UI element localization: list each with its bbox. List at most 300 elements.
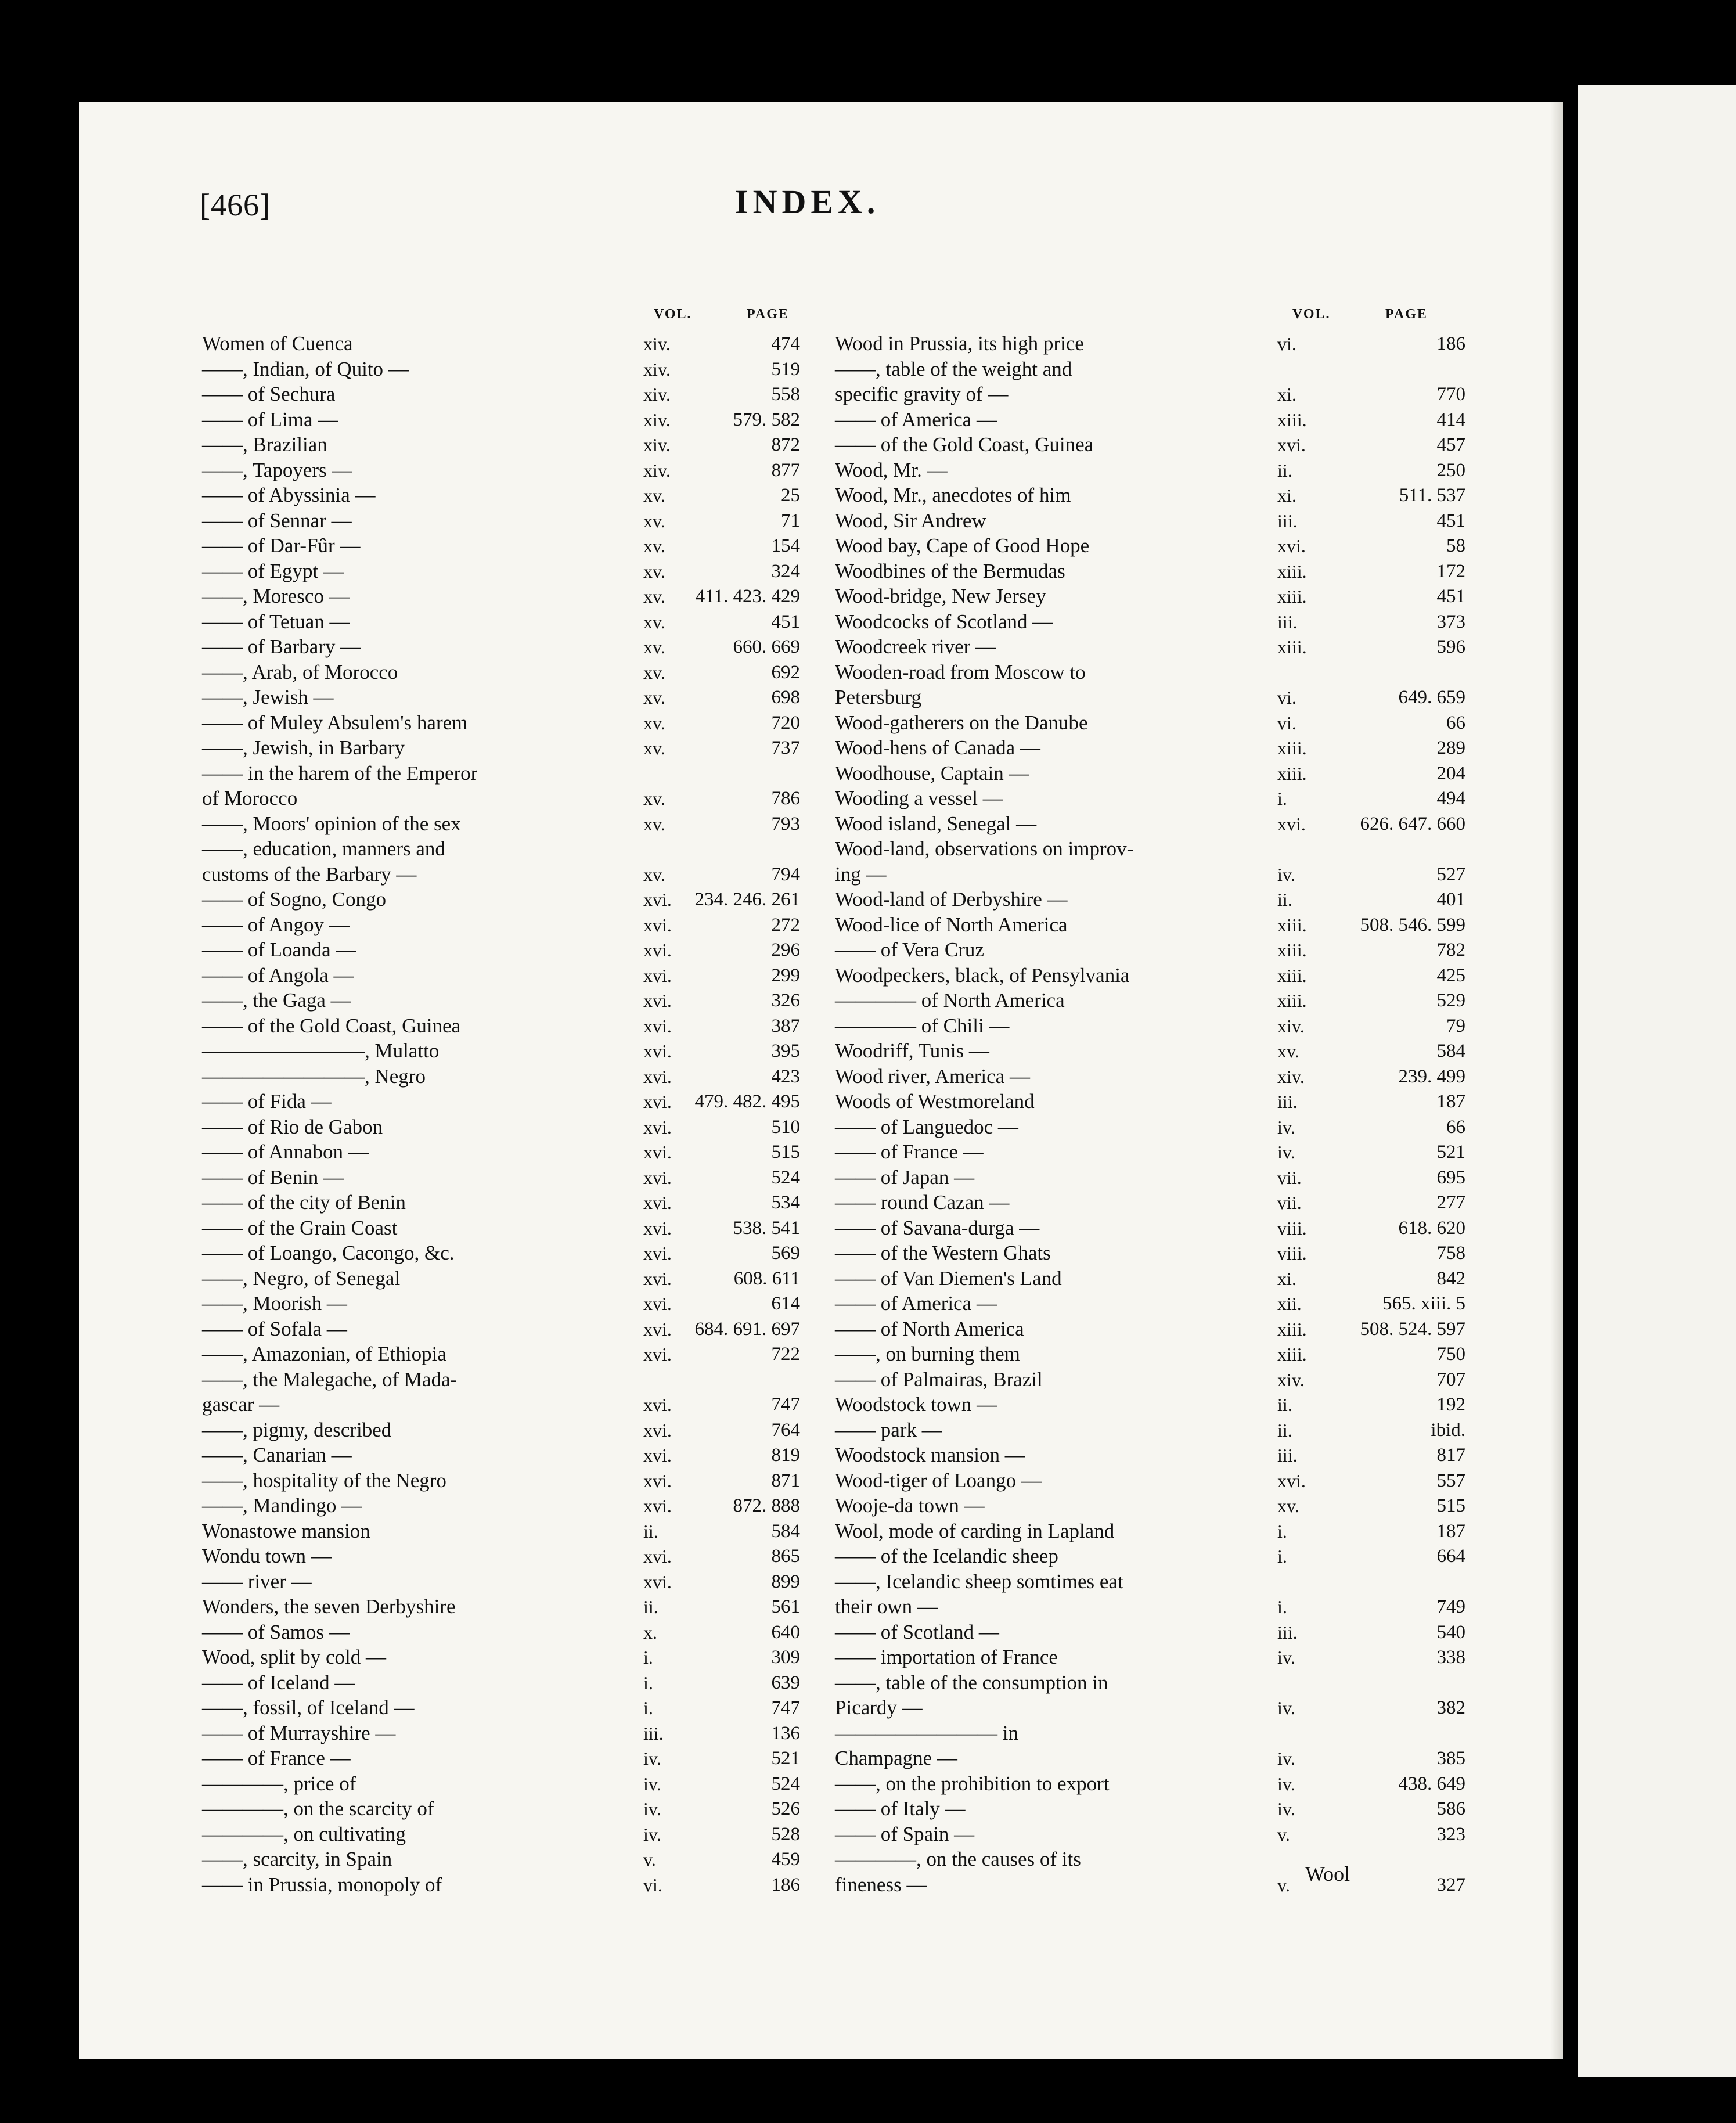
entry-label: —— of Dar-Fûr — xyxy=(202,534,361,557)
entry-label: —— of Barbary — xyxy=(202,635,361,658)
index-entry xyxy=(835,584,1471,609)
index-entry xyxy=(835,1872,1471,1898)
entry-page: 865 xyxy=(771,1546,800,1567)
entry-volume: xv. xyxy=(643,611,665,632)
index-entry xyxy=(835,1670,1471,1696)
entry-label: ——, hospitality of the Negro xyxy=(202,1469,446,1492)
entry-label: ——, Jewish, in Barbary xyxy=(202,736,405,759)
entry-label: —— of Sofala — xyxy=(202,1317,347,1340)
entry-volume: xv. xyxy=(643,687,665,708)
entry-page: 540 xyxy=(1436,1621,1465,1643)
entry-page: 579. 582 xyxy=(733,409,800,430)
entry-page: 618. 620 xyxy=(1398,1217,1465,1239)
entry-volume: xvi. xyxy=(643,990,672,1011)
entry-page: 758 xyxy=(1436,1243,1465,1264)
index-entry xyxy=(835,1645,1471,1670)
entry-label: ——, Amazonian, of Ethiopia xyxy=(202,1343,446,1365)
entry-page: 234. 246. 261 xyxy=(694,889,800,910)
index-entry xyxy=(835,1771,1471,1797)
entry-page: 187 xyxy=(1436,1520,1465,1542)
entry-page: 626. 647. 660 xyxy=(1360,813,1465,834)
entry-page: 684. 691. 697 xyxy=(694,1318,800,1340)
entry-label: —— of Loanda — xyxy=(202,938,356,961)
index-entry xyxy=(835,1139,1471,1165)
entry-label: —— of Loango, Cacongo, &c. xyxy=(202,1242,455,1264)
index-entry xyxy=(202,357,806,382)
index-entry xyxy=(202,1038,806,1064)
index-entry xyxy=(202,1822,806,1847)
entry-label: ——, Moresco — xyxy=(202,585,350,607)
entry-volume: xii. xyxy=(1277,1293,1302,1314)
index-entry xyxy=(202,1468,806,1494)
index-entry xyxy=(835,937,1471,963)
entry-page: 382 xyxy=(1436,1697,1465,1718)
index-entry xyxy=(202,761,806,786)
entry-page: 515 xyxy=(1436,1495,1465,1516)
entry-page: 71 xyxy=(781,510,800,531)
entry-volume: iv. xyxy=(1277,1647,1295,1668)
index-entry xyxy=(202,836,806,862)
entry-volume: i. xyxy=(1277,1546,1287,1567)
index-entry xyxy=(202,1367,806,1392)
entry-label: —— of Samos — xyxy=(202,1620,350,1643)
entry-volume: vi. xyxy=(1277,687,1296,708)
entry-volume: iv. xyxy=(1277,1116,1295,1138)
entry-label: ——, Indian, of Quito — xyxy=(202,357,409,380)
entry-volume: iii. xyxy=(1277,1621,1298,1643)
vol-column-header: VOL. xyxy=(654,307,692,322)
entry-volume: xv. xyxy=(643,636,665,657)
index-entry xyxy=(202,609,806,635)
entry-volume: xvi. xyxy=(643,940,672,960)
entry-label: —— of Lima — xyxy=(202,408,338,431)
entry-label: —— in Prussia, monopoly of xyxy=(202,1873,442,1896)
entry-page: 747 xyxy=(771,1697,800,1718)
index-entry xyxy=(202,1442,806,1468)
entry-label: —— of Italy — xyxy=(835,1797,966,1820)
entry-volume: iii. xyxy=(1277,510,1298,531)
entry-volume: iv. xyxy=(1277,1748,1295,1769)
entry-volume: x. xyxy=(643,1621,657,1643)
entry-volume: xv. xyxy=(1277,1495,1299,1516)
index-entry xyxy=(202,1645,806,1670)
entry-page: 296 xyxy=(771,940,800,960)
entry-volume: xiii. xyxy=(1277,940,1307,960)
entry-volume: xiii. xyxy=(1277,586,1307,607)
index-entry xyxy=(835,912,1471,938)
entry-label: ——, table of the consumption in xyxy=(835,1671,1108,1694)
entry-page: 423 xyxy=(771,1066,800,1087)
entry-page: 479. 482. 495 xyxy=(694,1091,800,1112)
entry-volume: xv. xyxy=(643,737,665,758)
entry-volume: ii. xyxy=(643,1520,658,1542)
entry-label: ——, table of the weight and xyxy=(835,357,1072,380)
entry-label: Wood, split by cold — xyxy=(202,1646,387,1668)
entry-label: —— of Tetuan — xyxy=(202,610,350,633)
index-entry xyxy=(835,735,1471,761)
entry-page: 395 xyxy=(771,1041,800,1062)
index-entry xyxy=(835,1392,1471,1417)
index-entry xyxy=(835,1721,1471,1746)
entry-page: 192 xyxy=(1436,1394,1465,1415)
entry-page: 526 xyxy=(771,1798,800,1819)
entry-label: —— of Sechura xyxy=(202,383,336,405)
entry-volume: ii. xyxy=(1277,1419,1292,1441)
index-entry xyxy=(835,458,1471,483)
index-entry xyxy=(202,458,806,483)
index-entry xyxy=(835,1215,1471,1241)
entry-volume: xiv. xyxy=(643,384,671,405)
entry-page: 608. 611 xyxy=(733,1268,800,1289)
entry-volume: iv. xyxy=(643,1823,661,1845)
entry-volume: xiv. xyxy=(1277,1369,1305,1390)
entry-label: Wood, Mr., anecdotes of him xyxy=(835,484,1071,506)
entry-page: 871 xyxy=(771,1470,800,1491)
entry-volume: vi. xyxy=(1277,333,1296,354)
entry-volume: xvi. xyxy=(643,1015,672,1037)
index-entry xyxy=(835,634,1471,660)
index-entry xyxy=(202,1165,806,1190)
entry-page: 508. 546. 599 xyxy=(1360,914,1465,935)
index-entry xyxy=(835,1266,1471,1291)
index-entry xyxy=(835,1341,1471,1367)
index-entry xyxy=(835,382,1471,407)
index-entry xyxy=(202,584,806,609)
entry-volume: xiii. xyxy=(1277,636,1307,657)
entry-page: 649. 659 xyxy=(1398,687,1465,708)
index-entry xyxy=(835,1847,1471,1872)
entry-label: —— in the harem of the Emperor xyxy=(202,761,478,785)
entry-page: 521 xyxy=(771,1748,800,1769)
entry-volume: v. xyxy=(1277,1874,1290,1895)
entry-label: fineness — xyxy=(835,1873,927,1896)
entry-page: 782 xyxy=(1436,940,1465,960)
entry-page: 494 xyxy=(1436,788,1465,809)
index-column-right xyxy=(835,307,1471,1897)
entry-label: —— of Angoy — xyxy=(202,913,350,936)
index-entry xyxy=(202,685,806,710)
entry-label: —— of France — xyxy=(202,1747,351,1769)
entry-page: 515 xyxy=(771,1142,800,1163)
entry-volume: iv. xyxy=(643,1773,661,1794)
entry-page: 872. 888 xyxy=(733,1495,800,1516)
entry-label: —— of Languedoc — xyxy=(835,1115,1018,1138)
index-entry xyxy=(835,432,1471,458)
entry-page: 387 xyxy=(771,1015,800,1037)
entry-page: 698 xyxy=(771,687,800,708)
index-entry xyxy=(835,1240,1471,1266)
entry-label: customs of the Barbary — xyxy=(202,862,417,886)
entry-volume: iv. xyxy=(1277,1697,1295,1718)
index-entry xyxy=(202,1721,806,1746)
index-entry xyxy=(202,786,806,811)
index-entry xyxy=(202,887,806,912)
entry-volume: iii. xyxy=(1277,611,1298,632)
entry-page: 510 xyxy=(771,1116,800,1138)
entry-label: ing — xyxy=(835,862,887,886)
entry-page: 569 xyxy=(771,1243,800,1264)
index-entry xyxy=(202,1519,806,1544)
entry-volume: xiv. xyxy=(643,409,671,430)
index-entry xyxy=(202,508,806,534)
index-entry xyxy=(202,710,806,736)
index-entry xyxy=(202,735,806,761)
entry-label: —— of Murrayshire — xyxy=(202,1721,396,1744)
entry-label: —— of the Gold Coast, Guinea xyxy=(202,1014,461,1037)
index-entry xyxy=(835,1013,1471,1039)
index-entry xyxy=(202,937,806,963)
vol-column-header: VOL. xyxy=(1292,307,1331,322)
entry-volume: xv. xyxy=(643,560,665,582)
entry-volume: xvi. xyxy=(643,1394,672,1415)
entry-label: ——, on the prohibition to export xyxy=(835,1772,1110,1795)
index-entry xyxy=(202,1417,806,1443)
entry-label: ——, education, manners and xyxy=(202,837,445,860)
index-entry xyxy=(835,1695,1471,1721)
entry-label: ————, on the causes of its xyxy=(835,1848,1081,1870)
entry-volume: xv. xyxy=(643,863,665,885)
entry-page: 842 xyxy=(1436,1268,1465,1289)
entry-page: 614 xyxy=(771,1293,800,1314)
index-entry xyxy=(835,761,1471,786)
entry-label: —— of America — xyxy=(835,408,997,431)
index-entry xyxy=(835,533,1471,559)
entry-volume: xvi. xyxy=(643,1091,672,1112)
entry-label: Woodcocks of Scotland — xyxy=(835,610,1053,633)
entry-volume: xvi. xyxy=(643,1243,672,1264)
entry-label: —— of Van Diemen's Land xyxy=(835,1266,1062,1290)
entry-volume: vii. xyxy=(1277,1167,1302,1188)
entry-label: specific gravity of — xyxy=(835,383,1009,405)
entry-volume: iv. xyxy=(1277,1798,1295,1819)
entry-volume: xvi. xyxy=(643,1142,672,1163)
entry-volume: xvi. xyxy=(1277,535,1306,556)
index-entry xyxy=(202,432,806,458)
entry-page: 401 xyxy=(1436,889,1465,910)
index-entry xyxy=(202,1796,806,1822)
entry-page: 749 xyxy=(1436,1596,1465,1617)
entry-volume: xvi. xyxy=(643,1217,672,1239)
entry-label: ————————, Negro xyxy=(202,1064,426,1088)
page-column-header: PAGE xyxy=(747,307,789,322)
entry-page: 425 xyxy=(1436,965,1465,986)
entry-page: 899 xyxy=(771,1571,800,1592)
entry-page: 872 xyxy=(771,434,800,455)
index-entry xyxy=(835,1493,1471,1519)
entry-volume: xvi. xyxy=(1277,1470,1306,1491)
entry-page: 250 xyxy=(1436,459,1465,481)
catchword: Wool xyxy=(1305,1862,1350,1885)
index-entry xyxy=(835,1064,1471,1089)
entry-volume: xvi. xyxy=(643,1116,672,1138)
index-entry xyxy=(835,1089,1471,1114)
entry-label: Wood river, America — xyxy=(835,1064,1030,1088)
entry-label: Women of Cuenca xyxy=(202,332,353,355)
entry-volume: xv. xyxy=(643,586,665,607)
index-entry xyxy=(835,1519,1471,1544)
index-entry xyxy=(202,1670,806,1696)
entry-volume: i. xyxy=(643,1647,653,1668)
entry-label: Picardy — xyxy=(835,1696,923,1719)
entry-page: 786 xyxy=(771,788,800,809)
entry-page: 524 xyxy=(771,1773,800,1794)
index-entry xyxy=(835,1190,1471,1215)
page-number: [466] xyxy=(200,188,271,222)
entry-label: Wooding a vessel — xyxy=(835,787,1003,809)
entry-label: ———————— in xyxy=(835,1721,1018,1744)
entry-volume: xiv. xyxy=(643,459,671,481)
entry-volume: xvi. xyxy=(643,914,672,935)
entry-label: —— of North America xyxy=(835,1317,1024,1340)
entry-page: 324 xyxy=(771,560,800,582)
entry-page: 204 xyxy=(1436,762,1465,784)
entry-volume: v. xyxy=(1277,1823,1290,1845)
entry-page: 521 xyxy=(1436,1142,1465,1163)
index-entry xyxy=(835,660,1471,685)
entry-page: 877 xyxy=(771,459,800,481)
entry-volume: xv. xyxy=(643,813,665,834)
index-entry xyxy=(202,533,806,559)
entry-label: ————, on cultivating xyxy=(202,1822,406,1845)
index-entry xyxy=(202,1594,806,1620)
entry-page: ibid. xyxy=(1431,1419,1465,1441)
entry-label: ————————, Mulatto xyxy=(202,1039,440,1062)
entry-label: Petersburg xyxy=(835,686,922,708)
entry-page: 794 xyxy=(771,863,800,885)
page-column-header: PAGE xyxy=(1385,307,1428,322)
entry-page: 511. 537 xyxy=(1399,485,1465,506)
index-entry xyxy=(202,1771,806,1797)
index-entry xyxy=(835,559,1471,584)
entry-volume: xv. xyxy=(643,485,665,506)
entry-label: of Morocco xyxy=(202,787,298,809)
entry-page: 524 xyxy=(771,1167,800,1188)
entry-volume: iv. xyxy=(643,1798,661,1819)
entry-volume: xv. xyxy=(643,535,665,556)
index-entry xyxy=(835,1594,1471,1620)
entry-label: Woodriff, Tunis — xyxy=(835,1039,989,1062)
entry-page: 299 xyxy=(771,965,800,986)
entry-page: 529 xyxy=(1436,990,1465,1011)
index-column-left xyxy=(202,307,806,1897)
index-entry xyxy=(202,1291,806,1316)
entry-page: 586 xyxy=(1436,1798,1465,1819)
entry-label: ————, on the scarcity of xyxy=(202,1797,434,1820)
entry-label: —— of the city of Benin xyxy=(202,1191,406,1214)
index-entry xyxy=(202,1543,806,1569)
entry-label: —— of America — xyxy=(835,1292,997,1315)
entry-label: ——, Brazilian xyxy=(202,433,327,456)
entry-page: 457 xyxy=(1436,434,1465,455)
entry-label: Wonders, the seven Derbyshire xyxy=(202,1595,456,1618)
index-entry xyxy=(202,1013,806,1039)
entry-label: Woodcreek river — xyxy=(835,635,996,658)
entry-page: 528 xyxy=(771,1823,800,1845)
index-entry xyxy=(202,1215,806,1241)
entry-volume: xiii. xyxy=(1277,409,1307,430)
entry-page: 557 xyxy=(1436,1470,1465,1491)
entry-volume: viii. xyxy=(1277,1217,1307,1239)
entry-label: Wood-bridge, New Jersey xyxy=(835,585,1046,607)
entry-page: 187 xyxy=(1436,1091,1465,1112)
index-entry xyxy=(202,1872,806,1898)
entry-volume: xvi. xyxy=(643,1041,672,1062)
index-entry xyxy=(202,634,806,660)
entry-label: ——, Tapoyers — xyxy=(202,458,352,481)
entry-label: ——, Moors' opinion of the sex xyxy=(202,812,461,835)
entry-volume: iv. xyxy=(1277,1773,1295,1794)
entry-label: Wood-land of Derbyshire — xyxy=(835,888,1068,911)
index-entry xyxy=(835,1796,1471,1822)
entry-page: 538. 541 xyxy=(733,1217,800,1239)
entry-page: 309 xyxy=(771,1647,800,1668)
entry-label: —— of Palmairas, Brazil xyxy=(835,1368,1043,1391)
entry-page: 640 xyxy=(771,1621,800,1643)
entry-label: —— of Sennar — xyxy=(202,509,352,532)
entry-volume: xv. xyxy=(1277,1041,1299,1062)
entry-label: —— of Rio de Gabon xyxy=(202,1115,383,1138)
entry-page: 565. xiii. 5 xyxy=(1382,1293,1465,1314)
entry-volume: i. xyxy=(1277,1596,1287,1617)
entry-label: ——, Negro, of Senegal xyxy=(202,1266,401,1290)
entry-page: 323 xyxy=(1436,1823,1465,1845)
entry-volume: vi. xyxy=(1277,712,1296,733)
entry-page: 639 xyxy=(771,1672,800,1693)
entry-label: ——, the Malegache, of Mada- xyxy=(202,1368,458,1391)
entry-volume: xvi. xyxy=(643,1419,672,1441)
index-entry xyxy=(202,1620,806,1645)
entry-page: 508. 524. 597 xyxy=(1360,1318,1465,1340)
entry-label: ———— of Chili — xyxy=(835,1014,1010,1037)
entry-page: 558 xyxy=(771,384,800,405)
entry-label: Wooje-da town — xyxy=(835,1494,985,1517)
index-entry xyxy=(835,1620,1471,1645)
entry-page: 154 xyxy=(771,535,800,556)
index-entry xyxy=(835,1038,1471,1064)
entry-volume: xiii. xyxy=(1277,965,1307,986)
page-title: INDEX. xyxy=(735,183,880,221)
entry-label: —— of Savana-durga — xyxy=(835,1216,1040,1239)
index-entry xyxy=(202,1746,806,1771)
entry-label: —— of Annabon — xyxy=(202,1140,369,1163)
index-entry xyxy=(835,786,1471,811)
entry-page: 272 xyxy=(771,914,800,935)
adjacent-page-edge xyxy=(1578,85,1736,2077)
entry-label: Wood in Prussia, its high price xyxy=(835,332,1084,355)
index-entry xyxy=(835,887,1471,912)
entry-page: 239. 499 xyxy=(1398,1066,1465,1087)
entry-volume: ii. xyxy=(643,1596,658,1617)
entry-page: 707 xyxy=(1436,1369,1465,1390)
entry-volume: xiii. xyxy=(1277,990,1307,1011)
entry-label: —— of Scotland — xyxy=(835,1620,999,1643)
index-entry xyxy=(202,559,806,584)
entry-volume: i. xyxy=(643,1672,653,1693)
entry-label: Woodpeckers, black, of Pensylvania xyxy=(835,963,1130,987)
entry-label: Wondu town — xyxy=(202,1545,332,1567)
entry-volume: viii. xyxy=(1277,1243,1307,1264)
entry-page: 79 xyxy=(1446,1015,1465,1037)
entry-volume: xiv. xyxy=(643,358,671,380)
entry-volume: xv. xyxy=(643,788,665,809)
entry-label: —— of Sogno, Congo xyxy=(202,888,386,911)
index-entry xyxy=(835,811,1471,837)
entry-page: 519 xyxy=(771,358,800,380)
entry-page: 764 xyxy=(771,1419,800,1441)
entry-volume: iii. xyxy=(643,1722,664,1744)
entry-volume: xvi. xyxy=(643,1546,672,1567)
index-entry xyxy=(835,483,1471,508)
